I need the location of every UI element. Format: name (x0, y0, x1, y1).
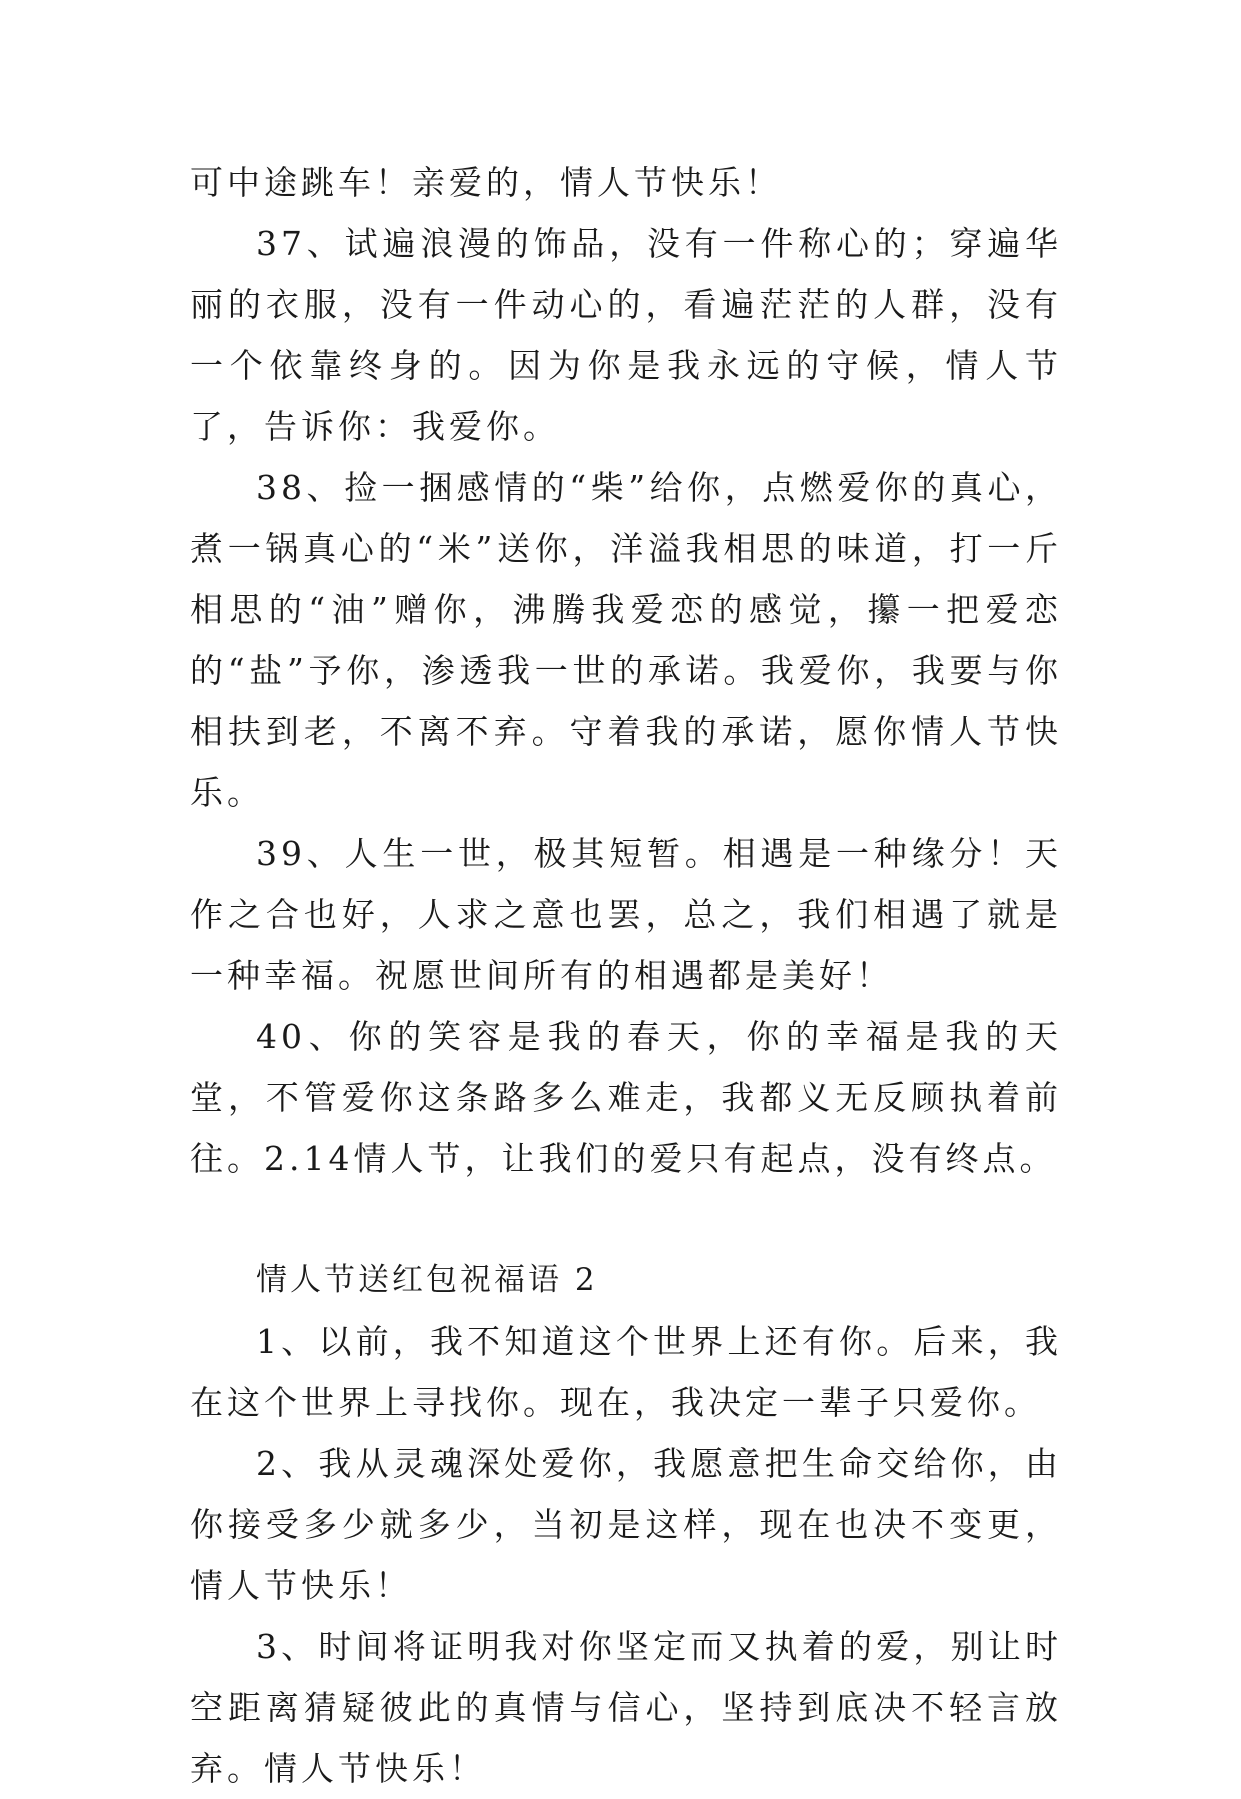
paragraph-1: 1、以前，我不知道这个世界上还有你。后来，我在这个世界上寻找你。现在，我决定一辈子只爱你。 (190, 1322, 1062, 1422)
paragraph-continuation: 可中途跳车！亲爱的，情人节快乐！ (190, 163, 782, 202)
paragraph-38: 38、捡一捆感情的“柴”给你，点燃爱你的真心，煮一锅真心的“米”送你，洋溢我相思的味道，打一斤相思的“油”赠你，沸腾我爱恋的感觉，攥一把爱恋的“盐”予你，渗透我一世的承诺。我爱你，我要与你相扶到老，不离不弃。守着我的承诺，愿你情人节快乐。 (190, 468, 1062, 812)
paragraph-39: 39、人生一世，极其短暂。相遇是一种缘分！天作之合也好，人求之意也罢，总之，我们相遇了就是一种幸福。祝愿世间所有的相遇都是美好！ (190, 834, 1062, 995)
paragraph-37: 37、试遍浪漫的饰品，没有一件称心的；穿遍华丽的衣服，没有一件动心的，看遍茫茫的人群，没有一个依靠终身的。因为你是我永远的守候，情人节了，告诉你：我爱你。 (190, 224, 1062, 446)
paragraph-3: 3、时间将证明我对你坚定而又执着的爱，别让时空距离猜疑彼此的真情与信心，坚持到底决不轻言放弃。情人节快乐！ (190, 1627, 1062, 1788)
paragraph-2: 2、我从灵魂深处爱你，我愿意把生命交给你，由你接受多少就多少，当初是这样，现在也决不变更，情人节快乐！ (190, 1444, 1062, 1605)
section-title: 情人节送红包祝福语 2 (256, 1262, 598, 1298)
paragraph-40: 40、你的笑容是我的春天，你的幸福是我的天堂，不管爱你这条路多么难走，我都义无反顾执着前往。2.14情人节，让我们的爱只有起点，没有终点。 (190, 1017, 1062, 1178)
document-page (190, 152, 1062, 1799)
section-spacer (190, 1189, 1062, 1250)
